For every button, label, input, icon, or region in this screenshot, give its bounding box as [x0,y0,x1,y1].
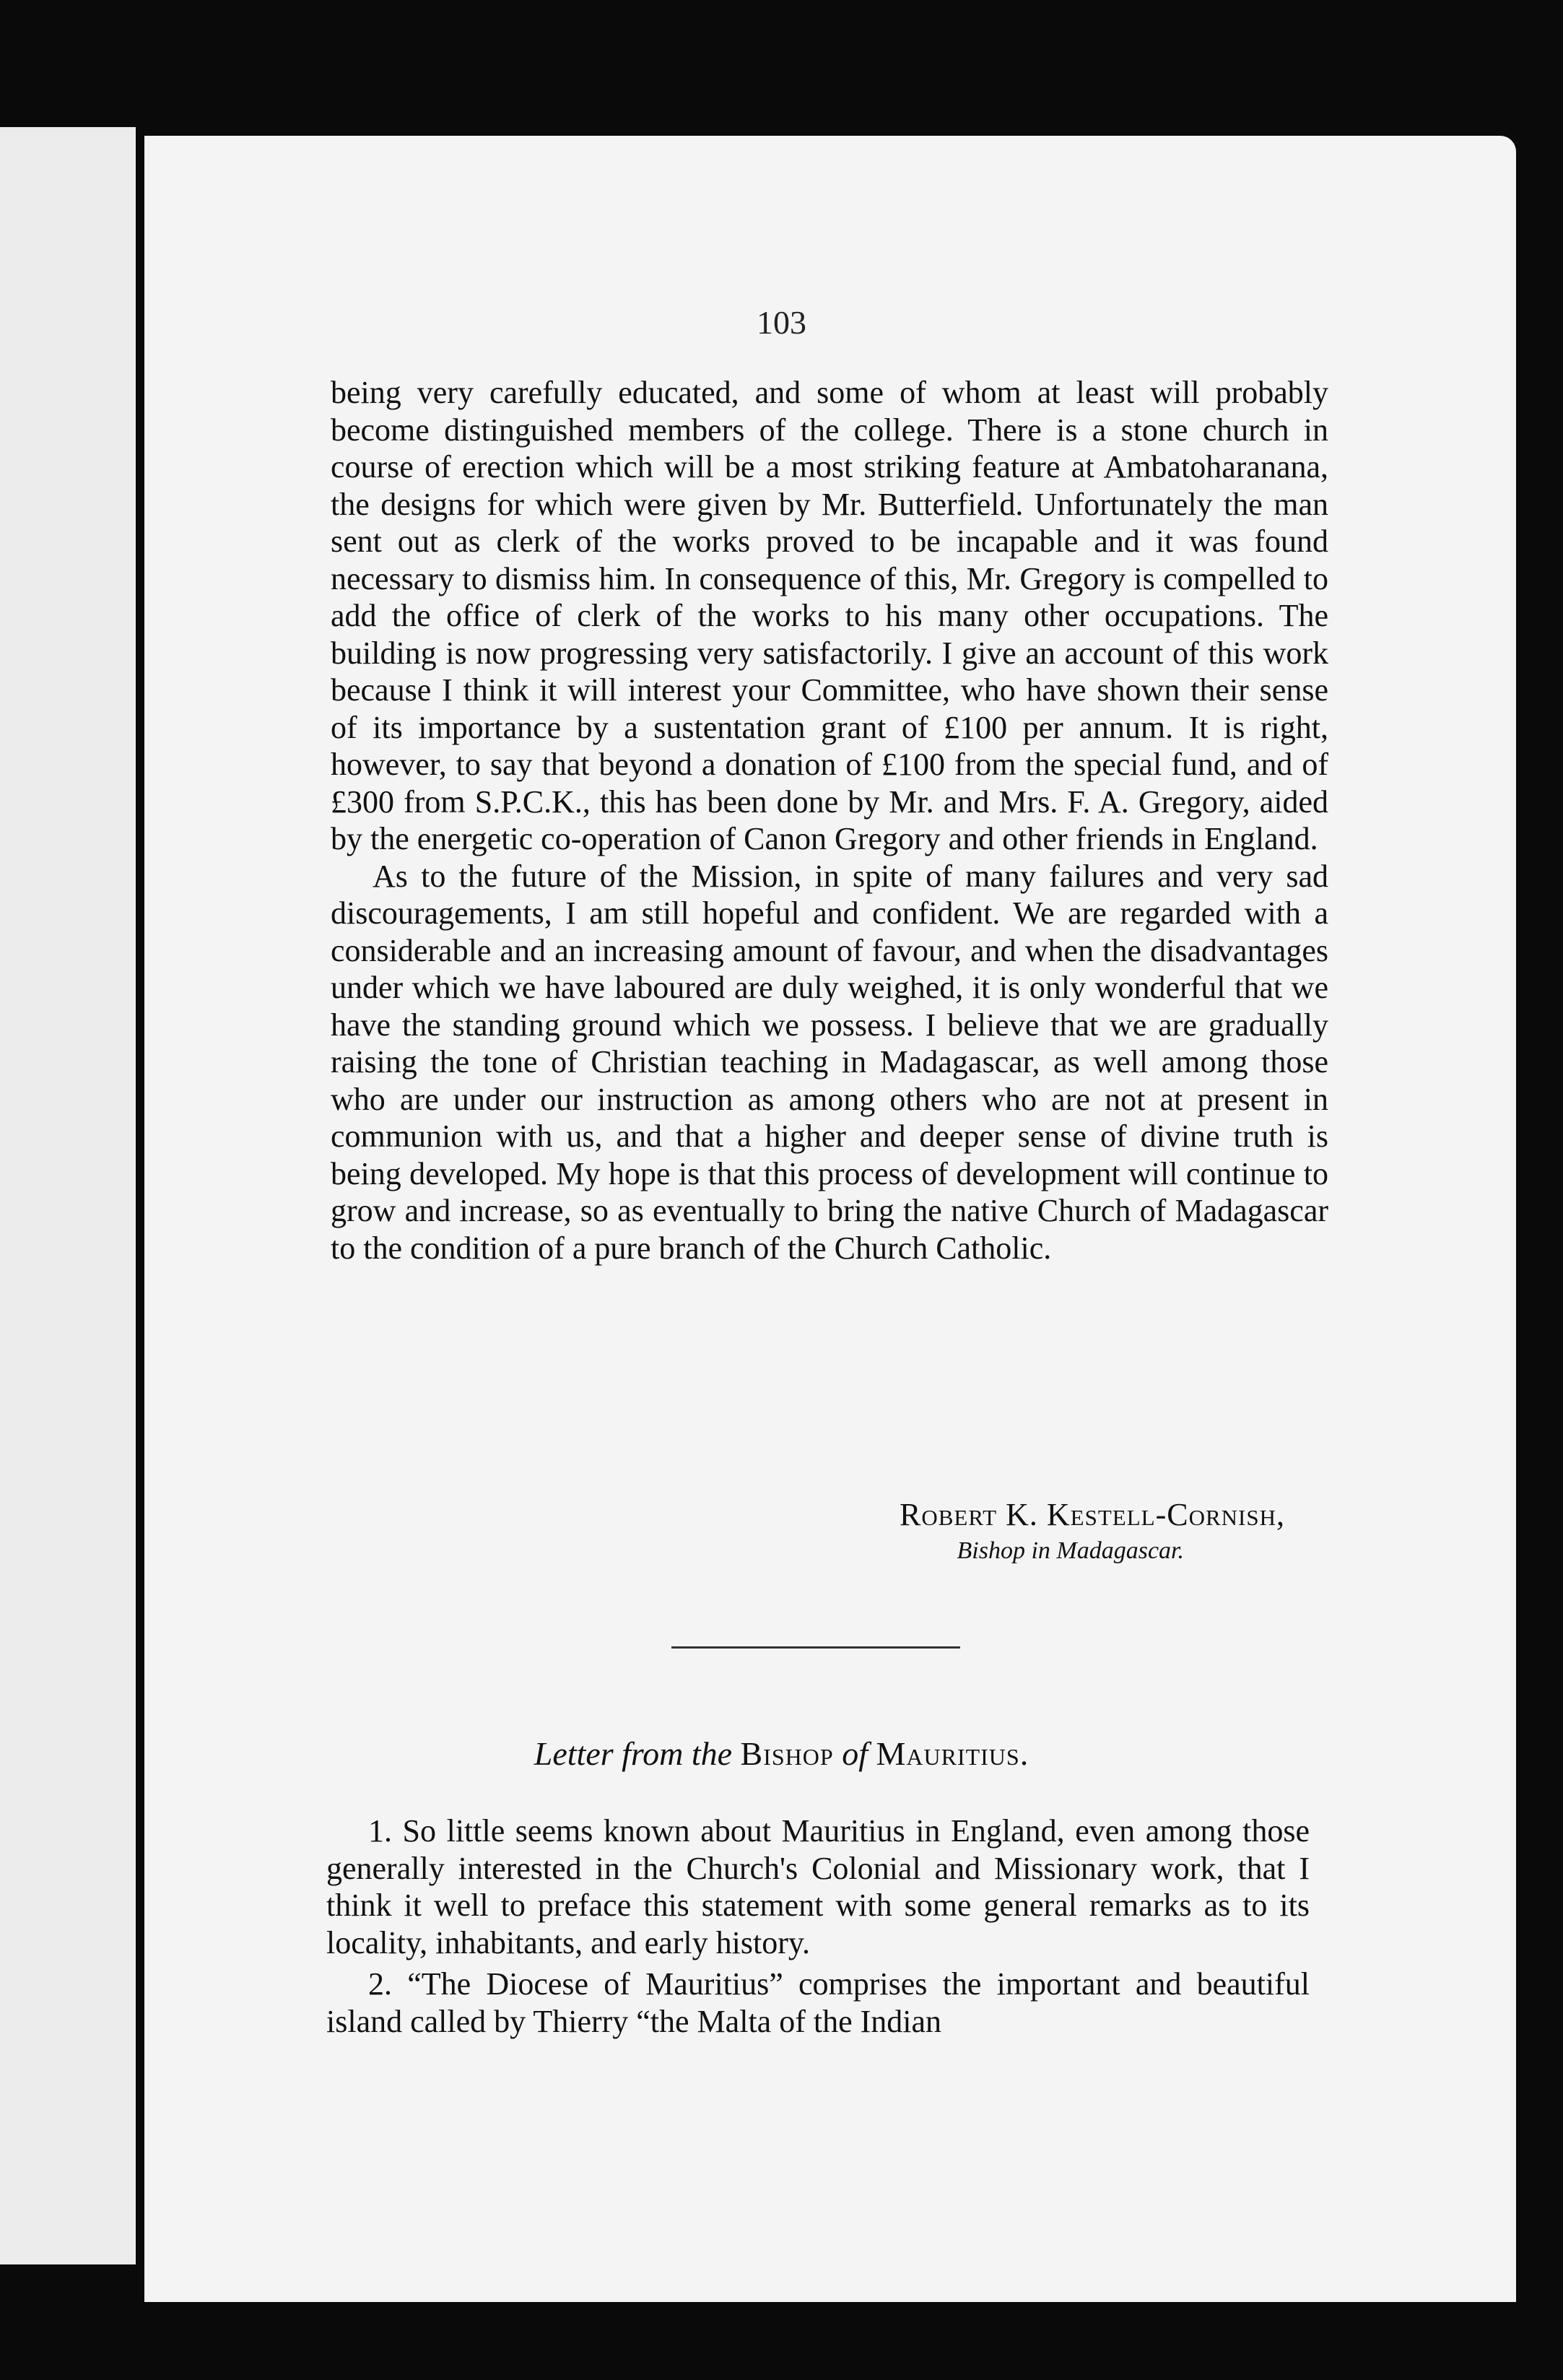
heading-part-bishop: Bishop [740,1735,834,1772]
letter-paragraph-2: 2. “The Diocese of Mauritius” comprises the important and beautiful island called by Thierry “the Malta of the Indian [326,1966,1310,2039]
page-number: 103 [757,304,806,341]
paragraph-future-of-mission: As to the future of the Mission, in spite of many failures and very sad discouragements, I am still hopeful and confident. We are regarded with a considerable and an increasing amount of favour, and when the disadvantages under which we have laboured are duly weighed, it is only wonderful that we have the standing ground which we possess. I believe that we are gradually raising the tone of Christian teaching in Madagascar, as well among those who are under our instruction as among others who are not at present in communion with us, and that a higher and deeper sense of divine truth is being developed. My hope is that this process of development will continue to grow and increase, so as eventually to bring the native Church of Madagascar to the condition of a pure branch of the Church Catholic. [331,858,1328,1266]
signature-name: Robert K. Kestell-Cornish, [900,1497,1285,1532]
body-text [331,374,1328,1267]
heading-part-of: of [842,1735,868,1772]
heading-part-mauritius: Mauritius. [876,1735,1029,1772]
letter-body [326,1812,1310,2044]
paragraph-continued: being very carefully educated, and some of whom at least will probably become distinguished members of the college. There is a stone church in course of erection which will be a most striking feature at Ambatoharanana, the designs for which were given by Mr. Butterfield. Unfortunately the man sent out as clerk of the works proved to be incapable and it was found necessary to dismiss him. In consequence of this, Mr. Gregory is compelled to add the office of clerk of the works to his many other occupations. The building is now progressing very satisfactorily. I give an account of this work because I think it will interest your Committee, who have shown their sense of its importance by a sustentation grant of £100 per annum. It is right, however, to say that beyond a donation of £100 from the special fund, and of £300 from S.P.C.K., this has been done by Mr. and Mrs. F. A. Gregory, aided by the energetic co-operation of Canon Gregory and other friends in England. [331,375,1328,856]
signature-block [765,1496,1285,1565]
letter-heading [0,1734,1563,1773]
signature-title: Bishop in Madagascar. [957,1537,1184,1564]
facing-page-edge [0,127,136,2264]
letter-paragraph-1: 1. So little seems known about Mauritius in England, even among those generally interested in the Church's Colonial and Missionary work, that I think it well to preface this statement with some general remarks as to its locality, inhabitants, and early history. [326,1813,1310,1960]
heading-part-letter-from: Letter from the [534,1735,733,1772]
section-divider [671,1646,960,1649]
